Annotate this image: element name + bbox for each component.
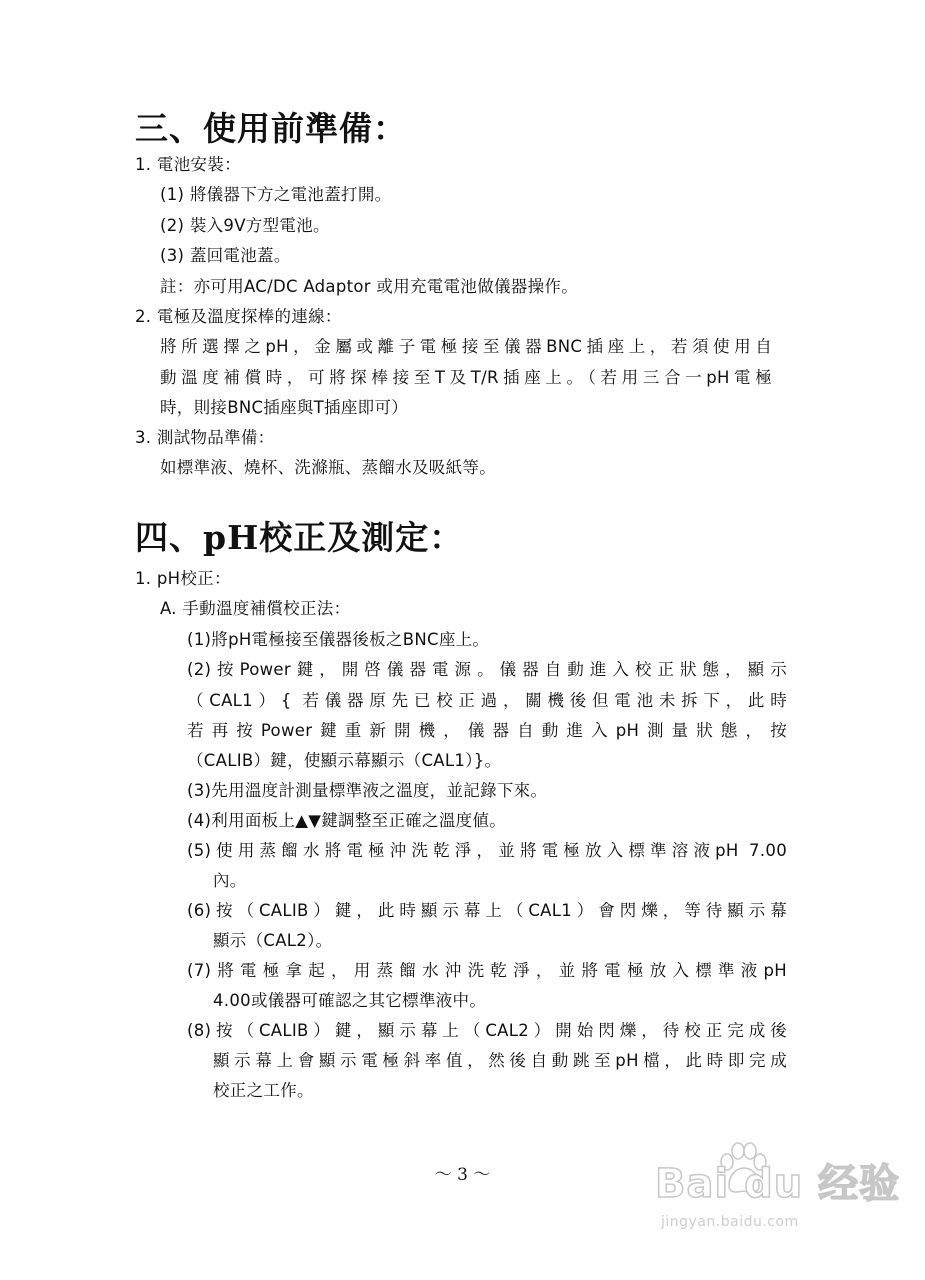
section-3-heading: 三、使用前準備： [135, 109, 407, 148]
calibration-step-8-line-1: (8)按（CALIB）鍵，顯示幕上（CAL2）開始閃爍，待校正完成後 [187, 1021, 787, 1040]
calibration-step-2-line-1: (2)按Power鍵，開啓儀器電源。儀器自動進入校正狀態，顯示 [187, 660, 787, 679]
item-electrode-connection-label: 2. 電極及溫度探棒的連線： [135, 307, 342, 326]
calibration-step-6-line-2: 顯示（CAL2）。 [213, 931, 333, 950]
test-materials-text: 如標準液、燒杯、洗滌瓶、蒸餾水及吸紙等。 [160, 458, 496, 477]
electrode-connection-line-3: 時，則接BNC插座與T插座即可） [160, 398, 409, 417]
calibration-step-1: (1)將pH電極接至儀器後板之BNC座上。 [187, 630, 490, 649]
calibration-step-5-line-2: 內。 [213, 871, 247, 890]
calibration-step-7-line-1: (7)將電極拿起，用蒸餾水沖洗乾淨，並將電極放入標準液pH [187, 961, 787, 980]
battery-step-1: (1) 將儀器下方之電池蓋打開。 [160, 185, 392, 204]
electrode-connection-line-2: 動溫度補償時，可將探棒接至T及T/R插座上。（若用三合一pH電極 [160, 368, 772, 387]
calibration-step-5-line-1: (5)使用蒸餾水將電極沖洗乾淨，並將電極放入標準溶液pH 7.00 [187, 841, 787, 860]
battery-step-2: (2) 裝入9V方型電池。 [160, 216, 330, 235]
calibration-step-8-line-2: 顯示幕上會顯示電極斜率值，然後自動跳至pH檔，此時即完成 [213, 1051, 787, 1070]
item-ph-calibration-label: 1. pH校正： [135, 569, 231, 588]
calibration-step-2-line-3: 若再按Power鍵重新開機，儀器自動進入pH測量狀態，按 [187, 721, 787, 740]
calibration-step-2-line-2: （CAL1）{ 若儀器原先已校正過，關機後但電池未拆下，此時 [187, 691, 787, 710]
calibration-step-2-line-4: （CALIB）鍵，使顯示幕顯示（CAL1）}。 [187, 751, 502, 770]
item-battery-install-label: 1. 電池安裝： [135, 155, 241, 174]
battery-step-3: (3) 蓋回電池蓋。 [160, 246, 291, 265]
section-4-heading: 四、pH校正及測定： [135, 518, 464, 557]
battery-note: 註：亦可用AC/DC Adaptor 或用充電電池做儀器操作。 [160, 277, 578, 296]
calibration-step-4: (4)利用面板上▲▼鍵調整至正確之溫度値。 [187, 811, 507, 830]
calibration-step-7-line-2: 4.00或儀器可確認之其它標準液中。 [213, 991, 487, 1010]
item-test-materials-label: 3. 測試物品準備： [135, 428, 275, 447]
page-number: ～ 3 ～ [434, 1165, 491, 1185]
calibration-step-6-line-1: (6)按（CALIB）鍵，此時顯示幕上（CAL1）會閃爍，等待顯示幕 [187, 901, 787, 920]
calibration-step-3: (3)先用溫度計測量標準液之溫度，並記錄下來。 [187, 781, 548, 800]
calibration-step-8-line-3: 校正之工作。 [213, 1081, 314, 1100]
baidu-watermark [655, 1140, 905, 1250]
watermark-url: jingyan.baidu.com [661, 1214, 799, 1230]
electrode-connection-line-1: 將所選擇之pH，金屬或離子電極接至儀器BNC插座上，若須使用自 [160, 337, 772, 356]
manual-temp-compensation-label: A. 手動溫度補償校正法： [160, 599, 351, 618]
watermark-logo-text: Bai du 经验 [655, 1161, 901, 1207]
